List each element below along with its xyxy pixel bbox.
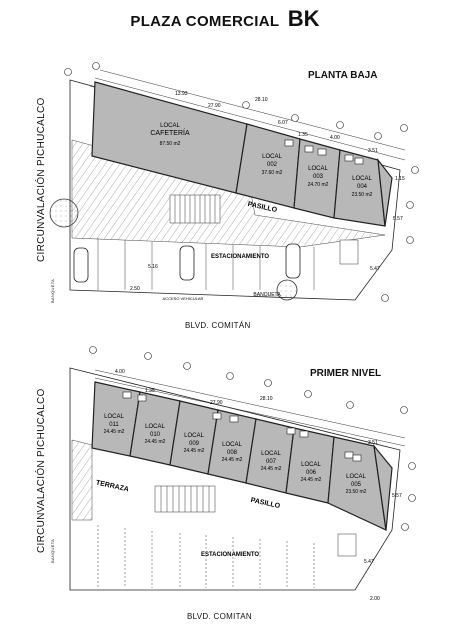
store-label: LOCAL: [222, 442, 242, 448]
store-area: 23.50 m2: [351, 192, 373, 198]
ground-floor-plan: [50, 63, 419, 302]
store-area: 87.50 m2: [159, 141, 181, 147]
first-banqueta-side: BANQUETA: [50, 538, 55, 563]
store-label: LOCAL: [184, 433, 204, 439]
store-label: LOCAL: [308, 166, 328, 172]
store-label: LOCAL: [262, 154, 282, 160]
store-area: 37.60 m2: [261, 170, 283, 176]
first-dim-text: 3.51: [368, 440, 378, 446]
ground-dim-text: 6.07: [278, 120, 288, 126]
ground-dim-text: 1.15: [395, 176, 405, 182]
ground-banqueta-label: BANQUETA: [253, 292, 281, 298]
ground-cars: [74, 244, 300, 282]
store-label: LOCAL: [346, 474, 366, 480]
title-prefix: PLAZA COMERCIAL: [130, 13, 280, 30]
store-label: 008: [226, 450, 238, 456]
first-parking-label: ESTACIONAMIENTO: [200, 552, 260, 558]
store-label: 002: [266, 162, 278, 168]
store-area: 23.50 m2: [345, 489, 367, 495]
ground-dim-text: 5.57: [393, 216, 403, 222]
first-street-left: CIRCUNVALACIÓN PICHUCALCO: [36, 388, 47, 553]
store-label: 006: [305, 470, 317, 476]
store-label: LOCAL: [261, 451, 281, 457]
ground-dim-text: 5.16: [148, 264, 158, 270]
first-floor-label: PRIMER NIVEL: [310, 368, 382, 379]
first-stairs-2: [338, 534, 356, 556]
store-area: 24.45 m2: [183, 448, 205, 454]
store-label: 004: [356, 184, 368, 190]
first-street-bottom: BLVD. COMITAN: [187, 612, 252, 621]
ground-dim-text: 2.50: [130, 286, 140, 292]
ground-corridor-label: PASILLO: [246, 201, 278, 215]
title-brand: BK: [287, 6, 320, 31]
store-area: 24.45 m2: [260, 466, 282, 472]
ground-dim-text: 5.47: [370, 266, 380, 272]
store-label: 011: [109, 422, 119, 428]
ground-street-left: CIRCUNVALACIÓN PICHUCALCO: [36, 97, 47, 262]
ground-dim-text: 27.90: [208, 103, 221, 109]
store-area: 24.45 m2: [300, 477, 322, 483]
ground-parking-label: ESTACIONAMIENTO: [210, 254, 270, 260]
first-corridor-label: PASILLO: [249, 497, 281, 511]
ground-tree: [50, 199, 78, 227]
ground-dim-text: 13.93: [175, 91, 188, 97]
store-label: 007: [265, 459, 277, 465]
ground-street-bottom: BLVD. COMITÁN: [185, 321, 251, 330]
store-area: 24.45 m2: [103, 429, 125, 435]
store-label: LOCAL: [145, 424, 165, 430]
ground-dim-text: 4.00: [330, 135, 340, 141]
first-stairs: [155, 486, 215, 512]
store-label: LOCAL: [301, 462, 321, 468]
first-floor-plan: [70, 347, 416, 603]
store-area: 24.70 m2: [307, 182, 329, 188]
first-terrace-label: TERRAZA: [95, 479, 130, 494]
store-area: 24.45 m2: [144, 439, 166, 445]
ground-floor-label: PLANTA BAJA: [308, 70, 378, 81]
first-dim-text: 5.47: [364, 559, 374, 565]
first-hatch-left: [72, 440, 92, 520]
ground-dim-text: 3.51: [368, 148, 378, 154]
ground-banqueta-side: BANQUETA: [50, 278, 55, 303]
ground-stairs-2: [340, 240, 358, 264]
first-dim-text: 5.57: [392, 493, 402, 499]
store-label: CAFETERÍA: [150, 130, 190, 137]
ground-stairs: [170, 195, 220, 223]
store-label: 009: [188, 441, 200, 447]
first-dim-text: 27.90: [210, 400, 223, 406]
store-label: 010: [149, 432, 161, 438]
store-label: LOCAL: [160, 123, 180, 129]
ground-access-label: ACCESO VEHICULAR: [162, 296, 204, 301]
store-label: LOCAL: [104, 414, 124, 420]
first-dim-text: 2.00: [370, 596, 380, 602]
store-label: LOCAL: [352, 176, 372, 182]
store-area: 24.45 m2: [221, 457, 243, 463]
store-label: 003: [312, 174, 324, 180]
ground-dim-text: 1.35: [298, 132, 308, 138]
first-dim-text: 4.00: [115, 369, 125, 375]
first-dim-text: 28.10: [260, 396, 273, 402]
store-label: 005: [350, 482, 362, 488]
ground-dim-text: 28.10: [255, 97, 268, 103]
first-dim-text: 1.35: [145, 388, 155, 394]
